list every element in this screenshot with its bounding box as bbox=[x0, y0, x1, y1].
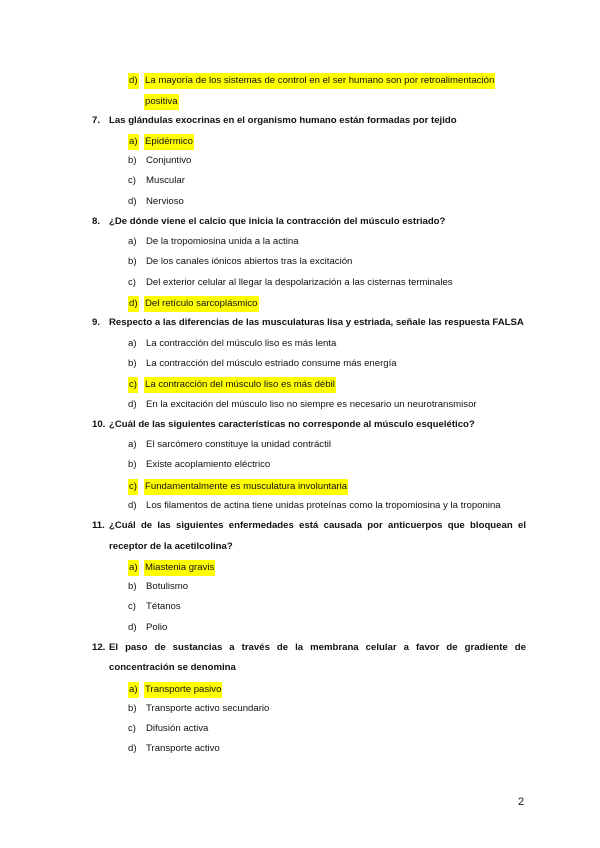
option-text: Nervioso bbox=[146, 196, 184, 207]
question-text: ¿Cuál de las siguientes enfermedades está causada por anticuerpos que bloquean el bbox=[109, 520, 526, 531]
option-text: Transporte activo secundario bbox=[146, 703, 270, 714]
option-text: De la tropomiosina unida a la actina bbox=[146, 236, 299, 247]
question-number: 9. bbox=[92, 317, 101, 328]
option-text: Del retículo sarcoplásmico bbox=[144, 296, 259, 312]
option-text: La mayoría de los sistemas de control en el ser humano son por retroalimentación bbox=[144, 73, 495, 89]
option-text: El sarcómero constituye la unidad contráctil bbox=[146, 439, 332, 450]
page-number: 2 bbox=[518, 796, 525, 808]
option-text: En la excitación del músculo liso no siempre es necesario un neurotransmisor bbox=[146, 399, 477, 410]
option-letter: b) bbox=[128, 703, 137, 714]
option-letter: c) bbox=[128, 175, 136, 186]
option-text: Muscular bbox=[146, 175, 185, 186]
option-text: Botulismo bbox=[146, 581, 189, 592]
option-text: Conjuntivo bbox=[146, 155, 192, 166]
question-text: ¿De dónde viene el calcio que inicia la contracción del músculo estriado? bbox=[109, 216, 446, 227]
option-letter: a) bbox=[128, 338, 137, 349]
question-text-continued: receptor de la acetilcolina? bbox=[109, 541, 233, 552]
option-text: La contracción del músculo liso es más débil bbox=[144, 377, 336, 393]
option-letter: d) bbox=[128, 196, 137, 207]
option-letter: b) bbox=[128, 155, 137, 166]
option-text: Polio bbox=[146, 622, 168, 633]
question-number: 10. bbox=[92, 419, 106, 430]
option-letter: d) bbox=[128, 622, 137, 633]
option-letter: c) bbox=[128, 601, 136, 612]
question-text: Respecto a las diferencias de las musculaturas lisa y estriada, señale las respuesta FALSA bbox=[109, 317, 524, 328]
question-number: 8. bbox=[92, 216, 101, 227]
question-number: 12. bbox=[92, 642, 106, 653]
option-letter: d) bbox=[128, 399, 137, 410]
option-letter: c) bbox=[128, 479, 138, 495]
option-text: Del exterior celular al llegar la despolarización a las cisternas terminales bbox=[146, 277, 453, 288]
option-text: La contracción del músculo estriado consume más energía bbox=[146, 358, 397, 369]
option-letter: c) bbox=[128, 377, 138, 393]
option-letter: a) bbox=[128, 560, 139, 576]
option-letter: d) bbox=[128, 73, 139, 89]
option-letter: c) bbox=[128, 277, 136, 288]
option-letter: b) bbox=[128, 459, 137, 470]
question-text-continued: concentración se denomina bbox=[109, 662, 236, 673]
question-text: Las glándulas exocrinas en el organismo humano están formadas por tejido bbox=[109, 115, 457, 126]
option-text-continued: positiva bbox=[144, 94, 179, 110]
option-letter: a) bbox=[128, 236, 137, 247]
option-text: Transporte pasivo bbox=[144, 682, 222, 698]
option-letter: d) bbox=[128, 743, 137, 754]
option-letter: c) bbox=[128, 723, 136, 734]
question-text: ¿Cuál de las siguientes características no corresponde al músculo esquelético? bbox=[109, 419, 475, 430]
option-text: Existe acoplamiento eléctrico bbox=[146, 459, 271, 470]
option-text: Fundamentalmente es musculatura involuntaria bbox=[144, 479, 348, 495]
option-text: Difusión activa bbox=[146, 723, 209, 734]
option-letter: a) bbox=[128, 134, 139, 150]
option-text: Tétanos bbox=[146, 601, 181, 612]
option-letter: b) bbox=[128, 358, 137, 369]
option-letter: a) bbox=[128, 439, 137, 450]
option-letter: a) bbox=[128, 682, 139, 698]
option-text: La contracción del músculo liso es más lenta bbox=[146, 338, 337, 349]
option-text: Los filamentos de actina tiene unidas proteínas como la tropomiosina y la troponina bbox=[146, 500, 501, 511]
question-number: 11. bbox=[92, 520, 105, 531]
option-letter: d) bbox=[128, 296, 139, 312]
option-text: Transporte activo bbox=[146, 743, 220, 754]
option-letter: b) bbox=[128, 581, 137, 592]
option-letter: d) bbox=[128, 500, 137, 511]
option-text: Miastenia gravis bbox=[144, 560, 215, 576]
question-text: El paso de sustancias a través de la membrana celular a favor de gradiente de bbox=[109, 642, 526, 653]
option-letter: b) bbox=[128, 256, 137, 267]
option-text: Epidérmico bbox=[144, 134, 194, 150]
option-text: De los canales iónicos abiertos tras la excitación bbox=[146, 256, 353, 267]
question-number: 7. bbox=[92, 115, 101, 126]
